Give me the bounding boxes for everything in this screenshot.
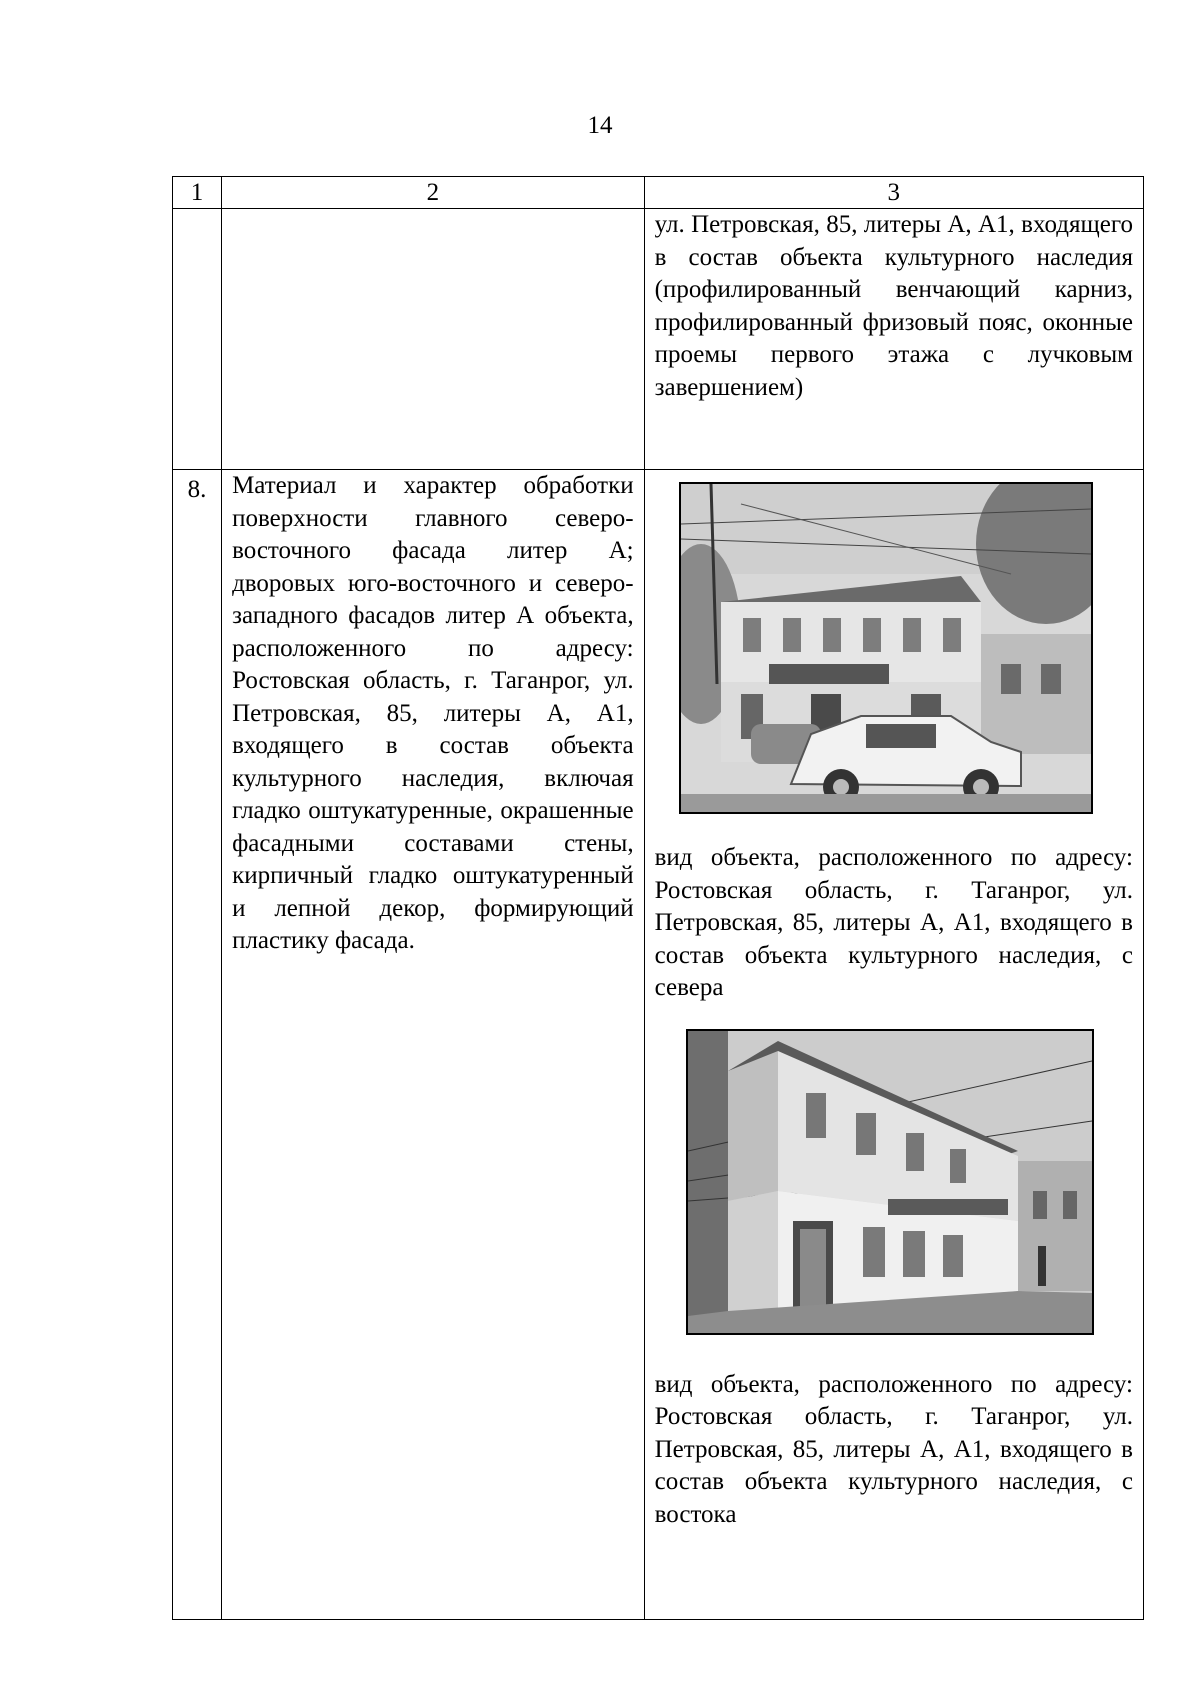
- building-photo-east: [686, 1029, 1094, 1335]
- heritage-table: [172, 176, 1144, 1620]
- header-col-1: 1: [173, 177, 222, 209]
- cont-cell-3: ул. Петровская, 85, литеры А, А1, входящего в состав объекта культурного наследия (профилированный венчающий карниз, профилированный фризовый пояс, оконные проемы первого этажа с лучковым завершением): [644, 209, 1143, 470]
- header-col-2: 2: [222, 177, 645, 209]
- table-row-continuation: [173, 209, 1144, 470]
- photo-east-caption: вид объекта, расположенного по адресу: Ростовская область, г. Таганрог, ул. Петровская, 85, литеры А, А1, входящего в состав объекта культурного наследия, с востока: [654, 1370, 1133, 1528]
- table-row-8: [173, 470, 1144, 1620]
- row-number: 8.: [173, 470, 222, 1620]
- cont-cell-2: [222, 209, 645, 470]
- photo-cell: [644, 470, 1143, 1620]
- photo-north-caption: вид объекта, расположенного по адресу: Ростовская область, г. Таганрог, ул. Петровская, 85, литеры А, А1, входящего в состав объекта культурного наследия, с севера: [654, 844, 1133, 1001]
- header-col-3: 3: [644, 177, 1143, 209]
- page-number: 14: [587, 112, 613, 139]
- table-header-row: [173, 177, 1144, 209]
- row-description: Материал и характер обработки поверхности главного северо-восточного фасада литер А; дворовых юго-восточного и северо-западного фасадов литер А объекта, расположенного по адресу: Ростовская область, г. Таганрог, ул. Петровская, 85, литеры А, А1, входящего в состав объекта культурного наследия, включая гладко оштукатуренные, окрашенные фасадными составами стены, кирпичный гладко оштукатуренный и лепной декор, формирующий пластику фасада.: [222, 470, 645, 1620]
- cont-cell-1: [173, 209, 222, 470]
- building-photo-north: [679, 482, 1093, 814]
